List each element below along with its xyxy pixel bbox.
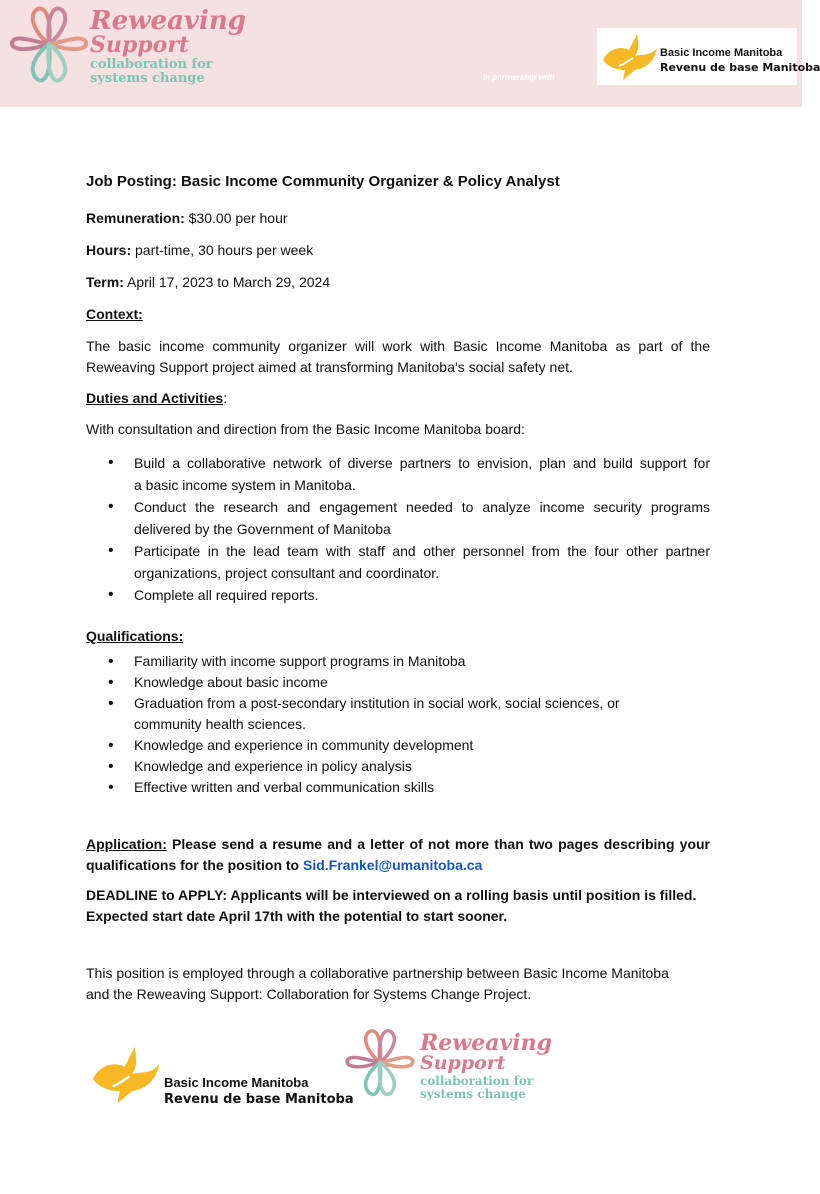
hours-value: part-time, 30 hours per week [131,242,314,258]
list-item-line: • Graduation from a post-secondary institution in social work, social sciences, or [134,695,620,711]
remuneration-label: Remuneration: [86,210,185,226]
term-value: April 17, 2023 to March 29, 2024 [123,274,331,290]
duties-heading: Duties and Activities [86,390,224,406]
list-item-line: • Knowledge and experience in policy analysis [134,758,412,774]
deadline-paragraph [86,885,710,927]
hours-label: Hours: [86,242,132,258]
rs-logo-sub2: systems change [90,71,205,86]
header-banner [0,0,820,107]
list-item [86,651,710,672]
bim-logo-header [597,28,820,85]
list-item [86,584,710,606]
closing-line: and the Reweaving Support: Collaboration for Systems Change Project. [86,986,532,1002]
reweaving-knot-icon [342,1026,418,1102]
list-item-line: • Knowledge and experience in community development [134,737,474,753]
list-item-line: • Familiarity with income support programs in Manitoba [134,653,466,669]
rs-logo-sub1: collaboration for [420,1074,534,1088]
duties-heading-colon: : [223,390,228,406]
list-item-line: a basic income system in Manitoba. [134,477,356,493]
list-item-line: • Conduct the research and engagement needed to analyze income security programs [134,499,710,515]
application-paragraph [86,834,710,876]
term-row [86,274,330,290]
partnership-text: In partnership with [483,73,555,82]
application-label: Application: [86,836,167,852]
rs-logo-footer [342,1026,554,1106]
closing-line: This position is employed through a collaborative partnership between Basic Income Manitoba [86,965,669,981]
rs-logo-line1: Reweaving [90,6,246,36]
list-item-line: organizations, project consultant and coordinator. [134,565,440,581]
application-text: Please send a resume and a letter of not more than two pages describing your [166,836,710,852]
remuneration-value: $30.00 per hour [184,210,288,226]
page-title: Job Posting: Basic Income Community Organizer & Policy Analyst [86,173,560,190]
email-link[interactable]: Sid.Frankel@umanitoba.ca [303,857,483,873]
list-item [86,672,710,693]
bim-logo-en: Basic Income Manitoba [660,47,783,59]
duties-intro: With consultation and direction from the Basic Income Manitoba board: [86,421,525,437]
application-line [86,834,710,855]
list-item [86,496,710,540]
dove-icon [599,30,661,82]
bim-logo-en: Basic Income Manitoba [164,1075,309,1090]
reweaving-knot-icon [6,4,92,88]
duties-heading-row [86,390,227,406]
list-item-line: • Effective written and verbal communication skills [134,779,435,795]
list-item [86,540,710,584]
qualifications-list [86,651,710,798]
list-item-line: community health sciences. [134,716,306,732]
deadline-line: Expected start date April 17th with the potential to start sooner. [86,908,508,924]
list-item-line: • Complete all required reports. [134,587,319,603]
rs-logo-line2: Support [420,1052,506,1074]
list-item [86,452,710,496]
rs-logo-sub2: systems change [420,1087,526,1101]
duties-list [86,452,710,606]
list-item-line: delivered by the Government of Manitoba [134,521,391,537]
rs-logo-line2: Support [90,32,190,58]
remuneration-row [86,210,288,226]
context-line: The basic income community organizer will work with Basic Income Manitoba as part of the [86,338,710,354]
list-item [86,756,710,777]
qualifications-heading: Qualifications: [86,628,184,644]
rs-logo-sub1: collaboration for [90,57,213,72]
context-heading: Context: [86,306,143,322]
dove-icon [88,1042,164,1106]
term-label: Term: [86,274,124,290]
bim-logo-footer [88,1040,354,1110]
context-paragraph [86,336,710,378]
closing-paragraph [86,963,710,1005]
list-item [86,777,710,798]
list-item-line: • Knowledge about basic income [134,674,328,690]
list-item [86,735,710,756]
rs-logo-line1: Reweaving [420,1030,552,1056]
context-line: Reweaving Support project aimed at transforming Manitoba’s social safety net. [86,359,573,375]
application-line [86,855,710,876]
list-item-line: • Participate in the lead team with staff and other personnel from the four other partner [134,543,710,559]
hours-row [86,242,313,258]
bim-logo-fr: Revenu de base Manitoba [164,1092,354,1107]
application-text: qualifications for the position to [86,857,303,873]
list-item [86,693,710,735]
deadline-line: DEADLINE to APPLY: Applicants will be interviewed on a rolling basis until position is filled. [86,887,697,903]
bim-logo-fr: Revenu de base Manitoba [660,61,820,74]
list-item-line: • Build a collaborative network of diverse partners to envision, plan and build support for [134,455,710,471]
